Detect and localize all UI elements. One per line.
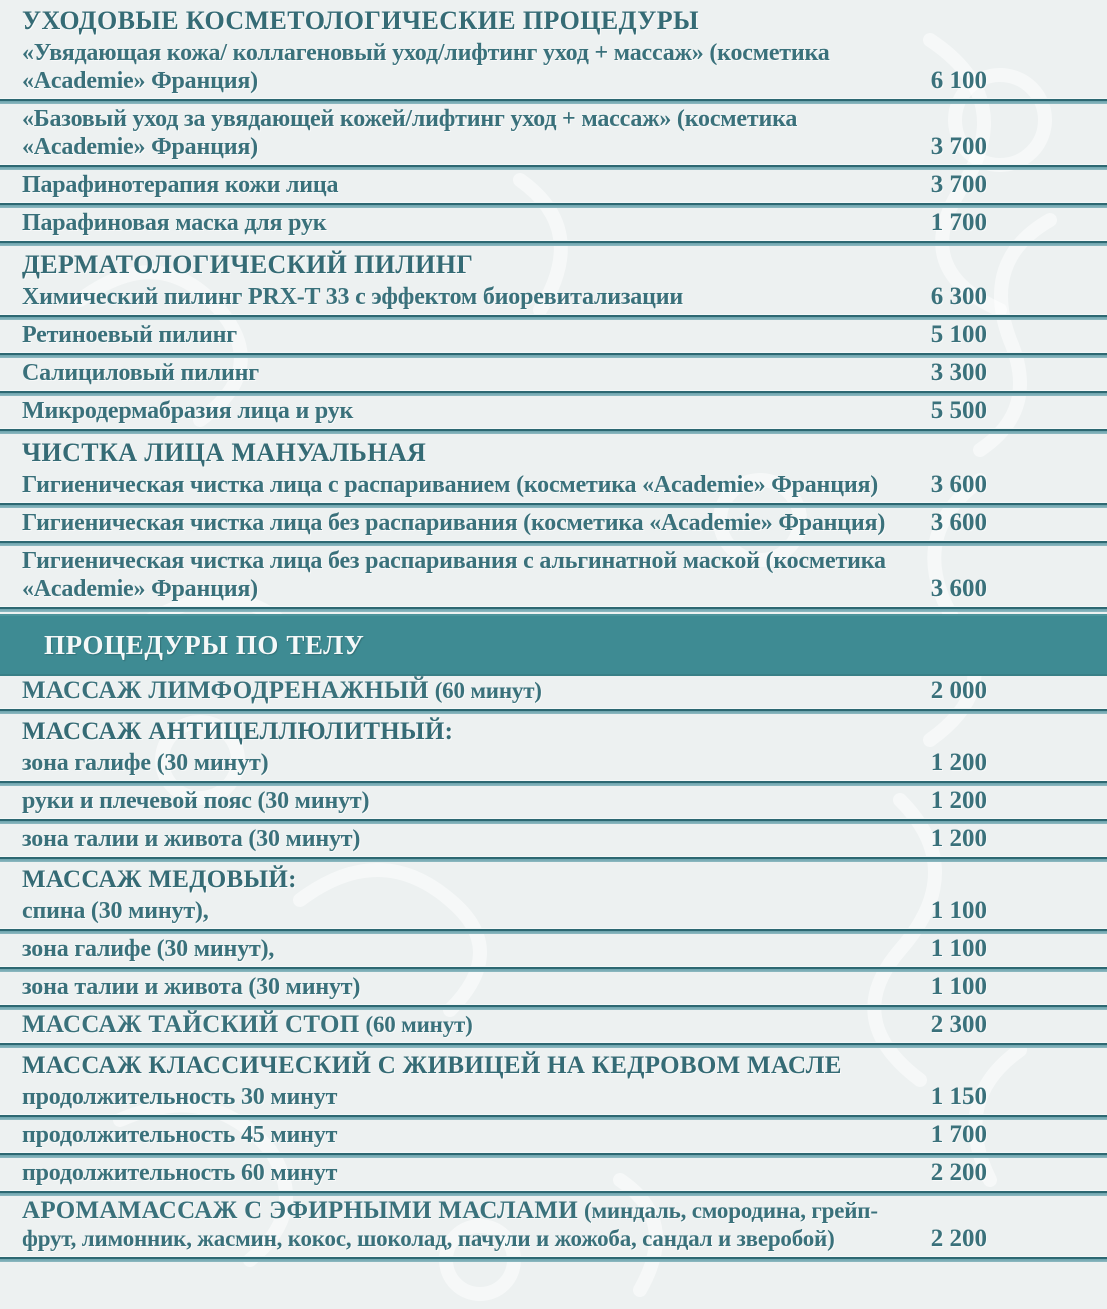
service-price: 6 300 <box>930 283 987 310</box>
service-price: 2 300 <box>930 1011 987 1038</box>
price-row <box>0 972 1107 1004</box>
section-header: ДЕРМАТОЛОГИЧЕСКИЙ ПИЛИНГ <box>22 250 474 279</box>
row-divider <box>0 606 1107 612</box>
service-label: продолжительность 45 минут <box>22 1122 338 1148</box>
service-price: 1 100 <box>930 935 987 962</box>
price-row <box>0 1158 1107 1190</box>
price-row <box>0 896 1107 928</box>
service-label <box>22 1011 909 1039</box>
service-title: МАССАЖ ТАЙСКИЙ СТОП <box>22 1011 360 1038</box>
banner-title: ПРОЦЕДУРЫ ПО ТЕЛУ <box>44 629 365 660</box>
service-price: 1 700 <box>930 1121 987 1148</box>
service-price: 1 200 <box>930 787 987 814</box>
price-row <box>0 1196 1107 1256</box>
price-row <box>0 1082 1107 1114</box>
service-note: (60 минут) <box>365 1012 473 1037</box>
price-row <box>0 104 1107 164</box>
row-divider <box>0 1256 1107 1262</box>
service-label: Микродермабразия лица и рук <box>22 398 354 424</box>
price-row <box>0 934 1107 966</box>
price-row <box>0 470 1107 502</box>
service-label: Парафиновая маска для рук <box>22 210 327 236</box>
service-label: «Увядающая кожа/ коллагеновый уход/лифтинг уход + массаж» (косметика «Academie» Франция) <box>22 40 830 94</box>
service-price: 3 300 <box>930 359 987 386</box>
price-row <box>0 1010 1107 1042</box>
service-label: Гигиеническая чистка лица без распаривания с альгинатной маской (косметика «Academie» Франция) <box>22 548 886 602</box>
service-price: 2 200 <box>930 1225 987 1252</box>
service-label: продолжительность 30 минут <box>22 1084 338 1110</box>
service-label: зона галифе (30 минут) <box>22 750 269 776</box>
service-price: 3 600 <box>930 471 987 498</box>
service-price: 2 000 <box>930 677 987 704</box>
service-label: Салициловый пилинг <box>22 360 259 386</box>
service-price: 5 500 <box>930 397 987 424</box>
price-row <box>0 748 1107 780</box>
group-subheader: МАССАЖ МЕДОВЫЙ: <box>22 866 297 893</box>
service-label: зона талии и живота (30 минут) <box>22 826 361 852</box>
section-header: УХОДОВЫЕ КОСМЕТОЛОГИЧЕСКИЕ ПРОЦЕДУРЫ <box>22 6 699 35</box>
service-label: «Базовый уход за увядающей кожей/лифтинг уход + массаж» (косметика «Academie» Франция) <box>22 106 798 160</box>
service-label: продолжительность 60 минут <box>22 1160 338 1186</box>
service-price: 3 700 <box>930 171 987 198</box>
group-subheader: МАССАЖ АНТИЦЕЛЛЮЛИТНЫЙ: <box>22 718 454 745</box>
service-label: Гигиеническая чистка лица без распаривания (косметика «Academie» Франция) <box>22 510 886 536</box>
service-price: 1 200 <box>930 825 987 852</box>
service-label: Химический пилинг PRX-T 33 с эффектом биоревитализации <box>22 284 683 310</box>
service-price: 2 200 <box>930 1159 987 1186</box>
service-price: 5 100 <box>930 321 987 348</box>
service-price: 1 700 <box>930 209 987 236</box>
service-label <box>22 1197 909 1253</box>
service-price: 6 100 <box>930 67 987 94</box>
service-label: Ретиноевый пилинг <box>22 322 237 348</box>
price-row <box>0 282 1107 314</box>
service-label: руки и плечевой пояс (30 минут) <box>22 788 370 814</box>
price-row <box>0 170 1107 202</box>
service-price: 1 100 <box>930 973 987 1000</box>
price-row <box>0 1120 1107 1152</box>
service-title: АРОМАМАССАЖ С ЭФИРНЫМИ МАСЛАМИ <box>22 1197 578 1224</box>
service-price: 3 600 <box>930 575 987 602</box>
price-row <box>0 320 1107 352</box>
section-header: ЧИСТКА ЛИЦА МАНУАЛЬНАЯ <box>22 438 427 467</box>
service-label: Гигиеническая чистка лица с распариванием (косметика «Academie» Франция) <box>22 472 879 498</box>
price-row <box>0 396 1107 428</box>
price-row <box>0 824 1107 856</box>
price-row <box>0 358 1107 390</box>
price-row <box>0 208 1107 240</box>
price-row <box>0 676 1107 708</box>
service-price: 1 150 <box>930 1083 987 1110</box>
price-row <box>0 786 1107 818</box>
service-price: 1 100 <box>930 897 987 924</box>
service-title: МАССАЖ ЛИМФОДРЕНАЖНЫЙ <box>22 677 429 704</box>
service-label <box>22 677 909 705</box>
service-label: спина (30 минут), <box>22 898 209 924</box>
section-banner <box>0 614 1107 676</box>
service-price: 3 700 <box>930 133 987 160</box>
price-row <box>0 508 1107 540</box>
service-note: (60 минут) <box>434 678 542 703</box>
price-row <box>0 38 1107 98</box>
service-note: (миндаль, смородина, грейп-фрут, лимонник, жасмин, кокос, шоколад, пачули и жожоба, сандал и зверобой) <box>22 1198 878 1251</box>
service-label: Парафинотерапия кожи лица <box>22 172 339 198</box>
price-row <box>0 546 1107 606</box>
service-label: зона галифе (30 минут), <box>22 936 275 962</box>
service-price: 3 600 <box>930 509 987 536</box>
group-subheader: МАССАЖ КЛАССИЧЕСКИЙ С ЖИВИЦЕЙ НА КЕДРОВОМ МАСЛЕ <box>22 1052 842 1079</box>
service-label: зона талии и живота (30 минут) <box>22 974 361 1000</box>
service-price: 1 200 <box>930 749 987 776</box>
